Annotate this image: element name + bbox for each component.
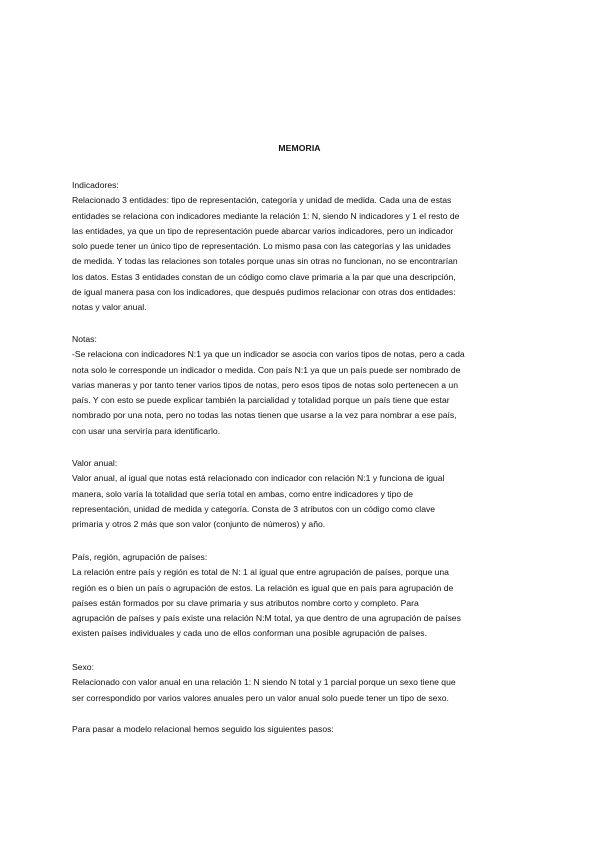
paragraph-line: representación, unidad de medida y categoría. Consta de 3 atributos con un código como clave <box>72 503 436 514</box>
section-heading: Valor anual: <box>72 458 118 468</box>
paragraph-line: Valor anual, al igual que notas está relacionado con indicador con relación N:1 y funciona de igual <box>72 473 445 484</box>
paragraph-line: las entidades, ya que un tipo de representación puede abarcar varios indicadores, pero un indicador <box>72 225 454 236</box>
closing-paragraph: Para pasar a modelo relacional hemos seguido los siguientes pasos: <box>72 724 334 734</box>
paragraph-line: agrupación de países y país existe una relación N:M total, ya que dentro de una agrupación de países <box>72 613 461 624</box>
paragraph-line: manera, solo varía la totalidad que sería total en ambas, como entre indicadores y tipo de <box>72 488 414 499</box>
paragraph-line: solo puede tener un único tipo de representación. Lo mismo pasa con las categorías y las unidades <box>72 241 451 252</box>
paragraph-line: -Se relaciona con indicadores N:1 ya que un indicador se asocia con varios tipos de notas, pero a cada <box>72 349 465 360</box>
paragraph-line: de medida. Y todas las relaciones son totales porque unas sin otras no funcionan, no se encontrarían <box>72 256 458 267</box>
paragraph-line: entidades se relaciona con indicadores mediante la relación 1: N, siendo N indicadores y 1 el resto de <box>72 210 460 221</box>
paragraph-line: país. Y con esto se puede explicar también la parcialidad y totalidad porque un país tiene que estar <box>72 395 450 406</box>
paragraph-line: varias maneras y por tanto tener varios tipos de notas, pero esos tipos de notas solo pertenecen a un <box>72 379 458 390</box>
section-heading: Indicadores: <box>72 180 119 190</box>
section-pais-region <box>72 550 534 642</box>
section-notas <box>72 332 534 439</box>
paragraph-line: nombrado por una nota, pero no todas las notas tienen que usarse a la vez para nombrar a ese país, <box>72 410 457 421</box>
paragraph-line: los datos. Estas 3 entidades constan de un código como clave primaria a la par que una descripción, <box>72 271 456 282</box>
paragraph-line: notas y valor anual. <box>72 302 147 313</box>
section-indicadores <box>72 178 534 316</box>
paragraph-line: de igual manera pasa con los indicadores, que después pudimos relacionar con otras dos entidades: <box>72 287 456 298</box>
section-heading: Notas: <box>72 334 97 344</box>
section-sexo <box>72 660 534 706</box>
paragraph-line: ser correspondido por varios valores anuales pero un valor anual solo puede tener un tipo de sexo. <box>72 692 449 703</box>
paragraph-line: países están formados por su clave primaria y sus atributos nombre corto y completo. Para <box>72 597 419 608</box>
section-heading: Sexo: <box>72 662 94 672</box>
paragraph-line: nota solo le corresponde un indicador o medida. Con país N:1 ya que un país puede ser nombrado de <box>72 364 461 375</box>
section-valor-anual <box>72 456 534 532</box>
paragraph-line: región es o bien un país o agrupación de estos. La relación es igual que en país para agrupación de <box>72 582 454 593</box>
paragraph-line: primaria y otros 2 más que son valor (conjunto de números) y año. <box>72 519 326 530</box>
paragraph-line: con usar una serviría para identificarlo. <box>72 425 221 436</box>
paragraph-line: existen países individuales y cada uno de ellos conforman una posible agrupación de países. <box>72 628 427 639</box>
paragraph-line: La relación entre país y región es total de N: 1 al igual que entre agrupación de países, porque una <box>72 567 449 578</box>
paragraph-line: Relacionado 3 entidades: tipo de representación, categoría y unidad de medida. Cada una de estas <box>72 195 452 206</box>
paragraph-line: Relacionado con valor anual en una relación 1: N siendo N total y 1 parcial porque un sexo tiene que <box>72 677 456 688</box>
document-title: MEMORIA <box>278 143 321 153</box>
section-heading: País, región, agrupación de países: <box>72 552 208 562</box>
